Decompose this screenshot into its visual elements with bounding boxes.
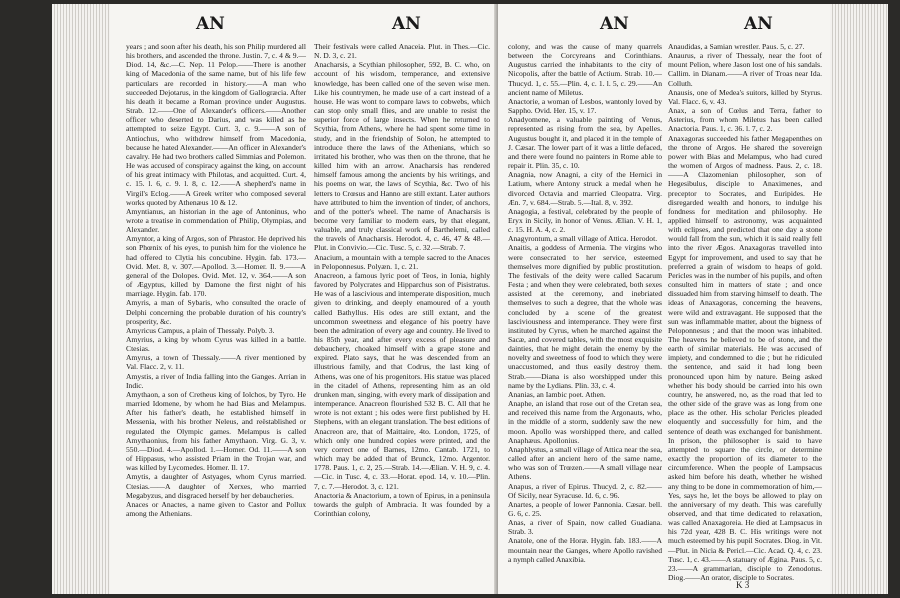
entry: Anaudidas, a Samian wrestler. Paus. 5, c. 27. [668,42,805,51]
right-header-term-2: AN [744,14,773,34]
entry: Anaphe, an island that rose out of the Cretan sea, and received this name from the Argonauts, who, in the middle of a storm, suddenly saw the new moon. Apollo was worshipped there, and called Anaphæus. Apollonius. [508,399,662,445]
right-page-edges [830,4,888,594]
entry: Amythaon, a son of Cretheus king of Iolchos, by Tyro. He married Idomene, by whom he had Bias and Melampus. After his father's death, he established himself in Messenia, with his brother Neleus, and reëstablished or regulated the Olympic games. Melampus is called Amythaonius, from his father Amythaon. Virg. G. 3, v. 550.—Diod. 4.—Apollod. 1.—Homer. Od. 11.——A son of Hippasus, who assisted Priam in the Trojan war, and was killed by Lycomedes. Homer. Il. 17. [126,389,306,473]
entry: Anacreon, a famous lyric poet of Teos, in Ionia, highly favored by Polycrates and Hipparchus son of Pisistratus. He was of a lascivious and intemperate disposition, much given to drinking, and deeply enamoured of a youth called Bathyllus. His odes are still extant, and the uncommon sweetness and elegance of his poetry have been the admiration of every age and country. He lived to his 85th year, and after every excess of pleasure and debauchery, choaked himself with a grape stone and expired. Plato says, that he was descended from an illustrious family, and that Codrus, the last king of Athens, was one of his progenitors. His statue was placed in the citadel of Athens, representing him as an old drunken man, singing, with every mark of dissipation and intemperance. Anacreon flourished 532 B. C. All that he wrote is not extant ; his odes were first published by H. Stephens, with an elegant translation. The best editions of Anacreon are, that of Maittaire, 4to. London, 1725, of which only one hundred copies were printed, and the very correct one of Barnes, 12mo. Cantab. 1721, to which may be added that of Brunck, 12mo. Argentor. 1778. Paus. 1, c. 2, 25.—Strab. 14.—Ælian. V. H. 9, c. 4.—Cic. in Tusc. 4, c. 33.—Horat. epod. 14, v. 10.—Plin. 7, c. 7.—Herodot. 3, c. 121. [314,270,490,491]
entry: Anaxagoras succeeded his father Megapenthes on the throne of Argos. He shared the sovereign power with Bias and Melampus, who had cured the women of Argos of madness. Paus. 2, c. 18.——A Clazomenian philosopher, son of Hegesibulus, disciple to Anaximenes, and preceptor to Socrates, and Euripides. He disregarded wealth and honors, to indulge his fondness for meditation and philosophy. He applied himself to astronomy, was acquainted with eclipses, and predicted that one day a stone would fall from the sun, which it is said really fell into the river Ægos. Anaxagoras travelled into Egypt for improvement, and used to say that he preferred a grain of wisdom to heaps of gold. Pericles was in the number of his pupils, and often consulted him in matters of state ; and once dissuaded him from starving himself to death. The ideas of Anaxagoras, concerning the heavens, were wild and extravagant. He supposed that the sun was inflammable matter, about the bigness of Peloponnesus ; and that the moon was inhabited. The heavens he believed to be of stone, and the earth of similar materials. He was accused of impiety, and condemned to die ; but he ridiculed the sentence, and said it had long been pronounced upon him by nature. Being asked whether his body should be carried into his own country, he answered, no, as the road that led to the other side of the grave was as long from one place as the other. His scholar Pericles pleaded eloquently and successfully for him, and the sentence of death was exchanged for banishment. In prison, the philosopher is said to have attempted to square the circle, or determine exactly the proportion of its diameter to the circumference. When the people of Lampsacus asked him before his death, whether he wished any thing to be done in commemoration of him,—Yes, says he, let the boys be allowed to play on the anniversary of my death. This was carefully observed, and that time dedicated to relaxation, was called Anaxagoreia. He died at Lampsacus in his 72d year, 428 B. C. His writings were not much esteemed by his pupil Socrates. Diog. in Vit.—Plut. in Nicia & Pericl.—Cic. Acad. Q. 4, c. 23. Tusc. 1, c. 43.——A statuary of Ægina. Paus. 5, c. 23.——A grammarian, disciple to Zenodotus. Diog.——An orator, disciple to Socrates. [668,133,822,583]
entry: Amyris, a man of Sybaris, who consulted the oracle of Delphi concerning the probable duration of his country's prosperity, &c. [126,298,306,326]
entry: Amyntianus, an historian in the age of Antoninus, who wrote a treatise in commendation of Philip, Olympias, and Alexander. [126,206,306,235]
left-running-header [110,14,498,36]
entry: Ananias, an Iambic poet. Athen. [508,389,606,399]
left-column-2 [314,42,490,590]
entry: Anactorie, a woman of Lesbos, wantonly loved by Sappho. Ovid. Her. 15, v. 17. [508,96,662,116]
left-column-1 [126,42,306,590]
signature-mark: K 3 [736,580,750,590]
entry: Anagnia, now Anagni, a city of the Hernici in Latium, where Antony struck a medal when he divorced Octavia and married Cleopatra. Virg. Æn. 7, v. 684.—Strab. 5.—Ital. 8, v. 392. [508,170,662,207]
left-page-edges [52,4,110,594]
entry: Amytis, a daughter of Astyages, whom Cyrus married. Ctesias.——A daughter of Xerxes, who married Megabyzus, and disgraced herself by her debaucheries. [126,472,306,500]
right-column-1 [508,42,662,590]
entry: Anausis, one of Medea's suitors, killed by Styrus. Val. Flacc. 6, v. 43. [668,87,822,106]
entry: Anacharsis, a Scythian philosopher, 592, B. C. who, on account of his wisdom, temperance, and extensive knowledge, has been called one of the seven wise men. Like his countrymen, he made use of a cart instead of a house. He was wont to compare laws to cobwebs, which can stop only small flies, and are unable to resist the superior force of large insects. When he returned to Scythia, from Athens, where he had spent some time in study, and in the friendship of Solon, he attempted to introduce there the laws of the Athenians, which so irritated his brother, who was then on the throne, that he killed him with an arrow. Anacharsis has rendered himself famous among the ancients by his writings, and his poems on war, the laws of Scythia, &c. Two of his letters to Crœsus and Hanno are still extant. Later authors have attributed to him the invention of tinder, of anchors, and of the potter's wheel. The name of Anacharsis is become very familiar to modern ears, by that elegant, valuable, and truly classical work of Barthelemi, called the travels of Anacharsis. Herodot. 4, c. 46, 47 & 48.—Plut. in Convivio.—Cic. Tusc. 5, c. 32.—Strab. 7. [314,60,490,253]
entry: Anaurus, a river of Thessaly, near the foot of mount Pelion, where Jason lost one of his sandals. Callim. in Dianam.——A river of Troas near Ida. Colluth. [668,51,822,88]
right-column-2 [668,42,822,583]
entry: Anartes, a people of lower Pannonia. Cæsar. bell. G. 6, c. 25. [508,499,662,518]
entry: years ; and soon after his death, his son Philip murdered all his brothers, and ascended the throne. Justin. 7, c. 4 & 9.—Diod. 14, &c.—C. Nep. 11 Pelop.——There is another king of Macedonia of the same name, but of his life few particulars are recorded in history.——A man who succeeded Dejotarus, in the kingdom of Gallogræcia. After his death it became a Roman province under Augustus. Strab. 12.——One of Alexander's officers.——Another officer who deserted to Darius, and was killed as he attempted to seize Egypt. Curt. 3, c. 9.——A son of Antiochus, who withdrew himself from Macedonia, because he hated Alexander.——An officer in Alexander's cavalry. He had two brothers called Simmias and Polemon. He was accused of conspiracy against the king, on account of his great intimacy with Philotas, and acquitted. Curt. 4, c. 15. l. 6, c. 9. l. 8, c. 12.——A shepherd's name in Virgil's Eclog.——A Greek writer who composed several works quoted by Athenæus 10 & 12. [126,42,306,207]
entry: Amyrius, a king by whom Cyrus was killed in a battle. Ctesias. [126,335,306,354]
right-running-header [498,14,830,36]
entry: Anaphlystus, a small village of Attica near the sea, called after an ancient hero of the same name, who was son of Trœzen.——A small village near Athens. [508,444,662,482]
right-page [498,4,830,594]
entry: Anaitis, a goddess of Armenia. The virgins who were consecrated to her service, esteemed themselves more dignified by public prostitution. The festivals of the deity were called Sacarum Festa ; and when they were celebrated, both sexes assisted at the ceremony, and inebriated themselves to such a degree, that the whole was concluded by a scene of the greatest lasciviousness and intemperance. They were first instituted by Cyrus, when he marched against the Sacæ, and covered tables, with the most exquisite dainties, that he might detain the enemy by the novelty and sweetness of food to which they were unaccustomed, and thus easily destroy them. Strab.——Diana is also worshipped under this name by the Lydians. Plin. 33, c. 4. [508,243,662,390]
entry: Anacium, a mountain with a temple sacred to the Anaces in Peloponnesus. Polyæn. 1, c. 21. [314,252,490,271]
entry: Their festivals were called Anaceia. Plut. in Thes.—Cic. N. D. 3, c. 21. [314,42,490,61]
entry: Anas, a river of Spain, now called Guadiana. Strab. 3. [508,518,662,537]
entry: Amyntor, a king of Argos, son of Phrastor. He deprived his son Phœnix of his eyes, to punish him for the violence he had offered to Clytia his concubine. Hygin. fab. 173.—Ovid. Met. 8, v. 307.—Apollod. 3.—Homer. Il. 9.——A general of the Dolopes. Ovid. Met. 12, v. 364.——A son of Ægyptus, killed by Damone the first night of his marriage. Hygin. fab. 170. [126,234,306,299]
entry: Amyricus Campus, a plain of Thessaly. Polyb. 3. [126,325,275,335]
entry: Anax, a son of Cœlus and Terra, father to Asterius, from whom Miletus has been called Anactoria. Paus. 1, c. 36. l. 7, c. 2. [668,106,822,134]
entry: Amyrus, a town of Thessaly.——A river mentioned by Val. Flacc. 2, v. 11. [126,353,306,372]
entry: Anadyomene, a valuable painting of Venus, represented as rising from the sea, by Apelles. Augustus bought it, and placed it in the temple of J. Cæsar. The lower part of it was a little defaced, and there were found no painters in Rome able to repair it. Plin. 35, c. 10. [508,115,662,171]
left-header-term-2: AN [392,14,421,34]
entry: Amystis, a river of India falling into the Ganges. Arrian in Indic. [126,371,306,390]
right-header-term-1: AN [600,14,629,34]
entry: colony, and was the cause of many quarrels between the Corcyreans and Corinthians. Augustus carried the inhabitants to the city of Nicopolis, after the battle of Actium. Strab. 10.—Thucyd. 1, c. 55.—Plin. 4, c. 1. l. 5, c. 29.——An ancient name of Miletus. [508,42,662,97]
entry: Anapus, a river of Epirus. Thucyd. 2, c. 82.——Of Sicily, near Syracuse. Id. 6, c. 96. [508,481,662,500]
left-header-term-1: AN [196,14,225,34]
entry: Anatole, one of the Horæ. Hygin. fab. 183.——A mountain near the Ganges, where Apollo ravished a nymph called Anaxibia. [508,536,662,564]
left-page [110,4,498,594]
entry: Anactoria & Anactorium, a town of Epirus, in a peninsula towards the gulph of Ambracia. It was founded by a Corinthian colony, [314,490,490,518]
entry: Anagogia, a festival, celebrated by the people of Eryx in Sicily, in honor of Venus. Ælian. V. H. 1, c. 15. H. A. 4, c. 2. [508,206,662,235]
entry: Anagyrontum, a small village of Attica. Herodot. [508,234,658,244]
open-book [52,4,888,594]
entry: Anaces or Anactes, a name given to Castor and Pollux among the Athenians. [126,499,306,518]
